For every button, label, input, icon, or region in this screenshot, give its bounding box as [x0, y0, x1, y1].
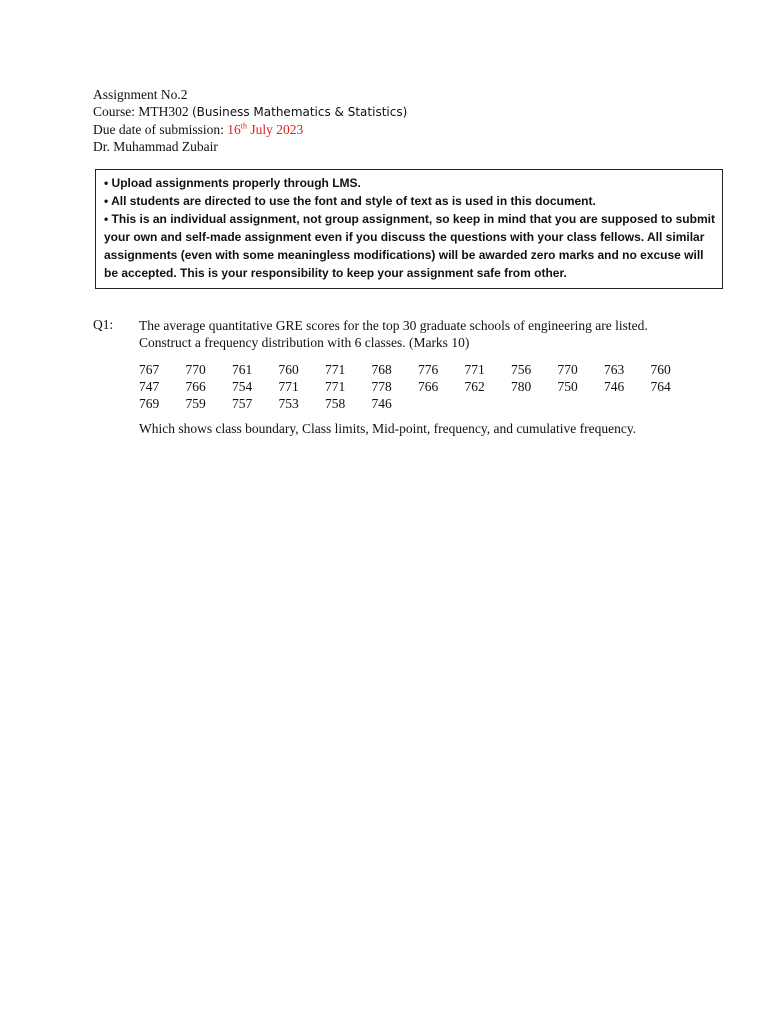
- score-value: 767: [139, 362, 160, 377]
- score-value: 771: [278, 379, 299, 394]
- score-value: 759: [185, 396, 206, 411]
- question-text: [139, 317, 739, 351]
- score-value: 769: [139, 396, 160, 411]
- course-code: Course: MTH302: [93, 104, 192, 119]
- score-value: 761: [232, 362, 253, 377]
- score-value: 778: [371, 379, 392, 394]
- scores-table: [139, 361, 697, 412]
- question-label: Q1:: [93, 317, 114, 332]
- score-value: 766: [418, 379, 439, 394]
- score-value: 746: [371, 396, 392, 411]
- course-line: [93, 103, 407, 121]
- score-value: 780: [511, 379, 532, 394]
- course-name: (Business Mathematics & Statistics): [192, 105, 408, 119]
- instructions-box: [95, 169, 723, 289]
- score-value: 770: [185, 362, 206, 377]
- due-date-value: [227, 122, 303, 137]
- score-value: 753: [278, 396, 299, 411]
- due-day: 16: [227, 122, 241, 137]
- score-value: 763: [604, 362, 625, 377]
- score-value: 764: [650, 379, 671, 394]
- assignment-header: [93, 86, 407, 155]
- due-month-year: July 2023: [246, 122, 304, 137]
- scores-row: [139, 395, 697, 412]
- score-value: 747: [139, 379, 160, 394]
- score-value: 768: [371, 362, 392, 377]
- score-value: 771: [325, 379, 346, 394]
- due-date-line: [93, 121, 407, 138]
- score-value: 771: [325, 362, 346, 377]
- instructor-name: Dr. Muhammad Zubair: [93, 139, 218, 154]
- score-value: 776: [418, 362, 439, 377]
- score-value: 756: [511, 362, 532, 377]
- score-value: 757: [232, 396, 253, 411]
- score-value: 771: [464, 362, 485, 377]
- due-day-suffix: th: [240, 121, 247, 131]
- assignment-title: Assignment No.2: [93, 87, 188, 102]
- score-value: 754: [232, 379, 253, 394]
- scores-row: [139, 361, 697, 378]
- score-value: 746: [604, 379, 625, 394]
- score-value: 762: [464, 379, 485, 394]
- question-footer: Which shows class boundary, Class limits, Mid-point, frequency, and cumulative frequency.: [139, 421, 637, 436]
- score-value: 750: [557, 379, 578, 394]
- score-value: 770: [557, 362, 578, 377]
- question-line-2: Construct a frequency distribution with 6 classes. (Marks 10): [139, 335, 470, 350]
- score-value: 766: [185, 379, 206, 394]
- question-line-1: The average quantitative GRE scores for the top 30 graduate schools of engineering are listed.: [139, 318, 648, 333]
- score-value: 758: [325, 396, 346, 411]
- due-date-label: Due date of submission:: [93, 122, 228, 137]
- instruction-item: • All students are directed to use the font and style of text as is used in this document.: [104, 194, 596, 208]
- instruction-item: • This is an individual assignment, not group assignment, so keep in mind that you are supposed to submit your own and self-made assignment even if you discuss the questions with your class fellows. All similar assignments (even with some meaningless modifications) will be awarded zero marks and no excuse will be accepted. This is your responsibility to keep your assignment safe from other.: [104, 212, 715, 280]
- scores-row: [139, 378, 697, 395]
- score-value: 760: [650, 362, 671, 377]
- instruction-item: • Upload assignments properly through LMS.: [104, 176, 361, 190]
- score-value: 760: [278, 362, 299, 377]
